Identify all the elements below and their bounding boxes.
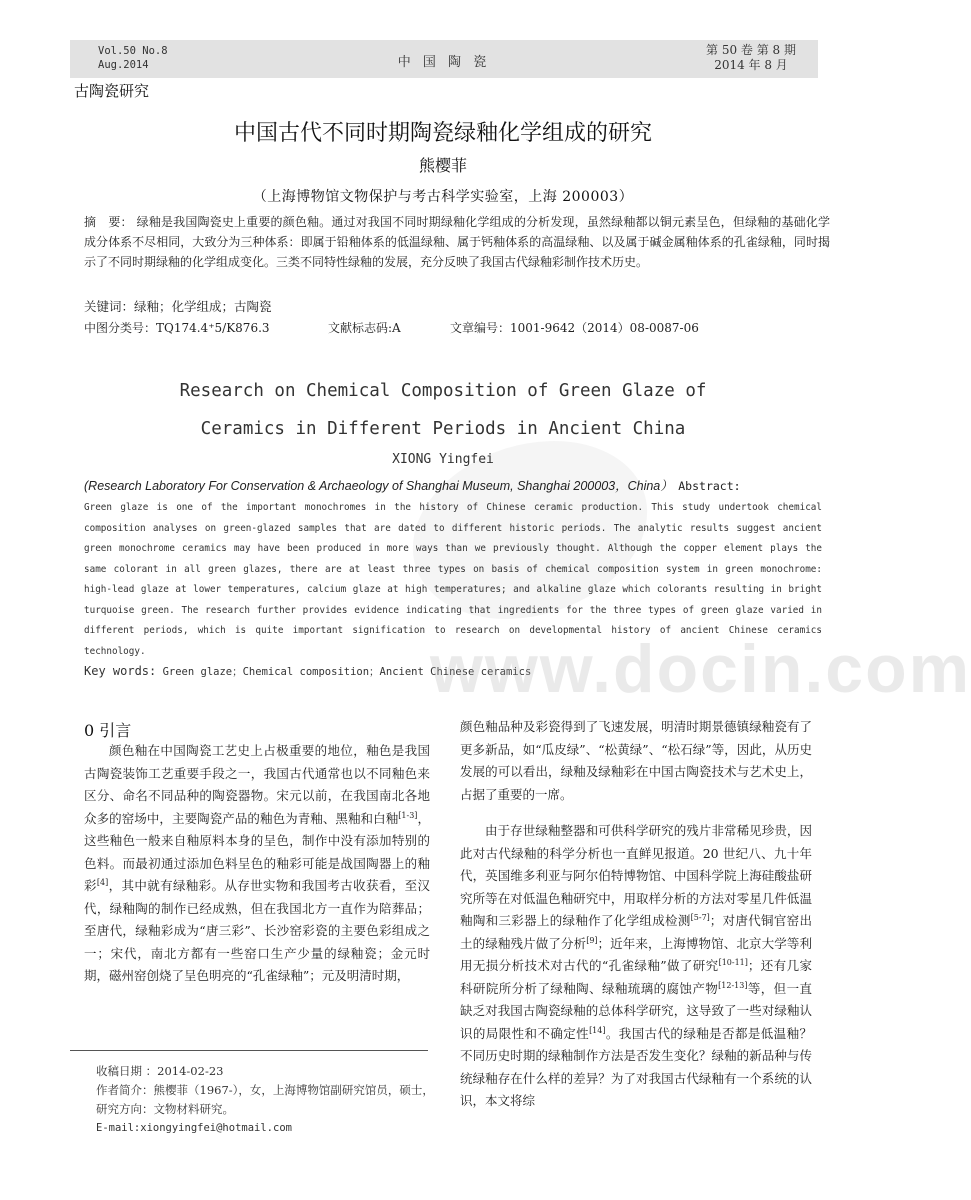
classification-line — [84, 319, 699, 336]
received-date: 收稿日期 ：2014-02-23 — [96, 1064, 224, 1078]
volume-number: Vol.50 No.8 — [98, 45, 168, 57]
body-column-right — [460, 716, 812, 1113]
section-label: 古陶瓷研究 — [74, 82, 150, 100]
paragraph: 由于存世绿釉整器和可供科学研究的残片非常稀见珍贵，因此对古代绿釉的科学分析也一直鲜见报道。20 世纪八、九十年代，英国维多利亚与阿尔伯特博物馆、中国科学院上海硅酸盐研究所等在对低温色釉研究中，用取样分析的方法对零星几件低温釉陶和三彩器上的绿釉作了化学组成检测[5-7]；对唐代铜官窑出土的绿釉残片做了分析[9]；近年来，上海博物馆、北京大学等利用无损分析技术对古代的“孔雀绿釉”做了研究[10-11]；还有几家科研院所分析了绿釉陶、绿釉琉璃的腐蚀产物[12-13]等，但一直缺乏对我国古陶瓷绿釉的总体科学研究，这导致了一些对绿釉认识的局限性和不确定性[14]。我国古代的绿釉是否都是低温釉？不同历史时期的绿釉制作方法是否发生变化？绿釉的新品种与传统绿釉存在什么样的差异？为了对我国古代绿釉有一个系统的认识，本文将综 — [460, 823, 812, 1108]
issue-date-en: Aug.2014 — [98, 59, 149, 71]
author-name-en: XIONG Yingfei — [392, 452, 494, 467]
citation[interactable]: [5-7] — [690, 912, 710, 922]
paragraph: 颜色釉品种及彩瓷得到了飞速发展，明清时期景德镇绿釉瓷有了更多新品，如“瓜皮绿”、“松黄绿”、“松石绿”等，因此，从历史发展的可以看出，绿釉及绿釉彩在中国古陶瓷技术与艺术史上，占据了重要的一席。 — [460, 719, 812, 802]
paper-title-en — [0, 372, 886, 448]
author-bio: 作者简介：熊樱菲（1967-），女，上海博物馆副研究馆员，硕士，研究方向：文物材料研究。 — [96, 1083, 434, 1116]
document-code: 文献标志码:A — [328, 321, 401, 335]
abstract-cn-text: 绿釉是我国陶瓷史上重要的颜色釉。通过对我国不同时期绿釉化学组成的分析发现，虽然绿釉都以铜元素呈色，但绿釉的基础化学成分体系不尽相同，大致分为三种体系：即属于铅釉体系的低温绿釉、属于钙釉体系的高温绿釉、以及属于碱金属釉体系的孔雀绿釉，同时揭示了不同时期绿釉的化学组成变化。三类不同特性绿釉的发展，充分反映了我国古代绿釉彩制作技术历史。 — [84, 215, 830, 269]
citation[interactable]: [1-3] — [398, 810, 418, 820]
citation[interactable]: [4] — [96, 877, 109, 887]
author-name-cn: 熊樱菲 — [418, 156, 467, 175]
issue-date-cn: 2014 年 8 月 — [714, 58, 788, 72]
abstract-cn-label: 摘 要： — [84, 215, 133, 229]
citation[interactable]: [12-13] — [718, 980, 748, 990]
header-volume-cn — [706, 43, 796, 73]
abstract-en-label: Abstract: — [678, 479, 741, 493]
title-en-line-2: Ceramics in Different Periods in Ancient China — [200, 419, 686, 439]
abstract-en: Green glaze is one of the important monochromes in the history of Chinese ceramic production. This study undertook chemical composition analyses on green-glazed samples that are dated to different historic periods. The analytic results suggest ancient green monochrome ceramics may have been produced in more ways than we previously thought. Although the copper element plays the same colorant in all green glazes, there are at least three types on basis of chemical composition system in green monochrome: high-lead glaze at lower temperatures, calcium glaze at high temperatures; and alkaline glaze which colorants resulting in bright turquoise green. The research further provides evidence indicating that ingredients for the three types of green glaze varied in different periods, which is quite important signification to research on developmental history of ancient Chinese ceramics technology. — [84, 502, 822, 657]
abstract-cn — [84, 212, 830, 272]
footnote-divider — [70, 1050, 428, 1051]
clc-number: 中图分类号：TQ174.4⁺5/K876.3 — [84, 321, 270, 335]
author-email[interactable]: E-mail:xiongyingfei@hotmail.com — [96, 1122, 292, 1134]
keywords-en-label: Key words: — [84, 664, 157, 678]
running-header — [70, 40, 818, 78]
affiliation-en-text: (Research Laboratory For Conservation & Archaeology of Shanghai Museum, Shanghai 200003，China） — [84, 479, 673, 493]
keywords-en-text: Green glaze；Chemical composition；Ancient Chinese ceramics — [162, 666, 532, 678]
watermark-text: www.docin.com — [430, 631, 971, 707]
volume-number-cn: 第 50 卷 第 8 期 — [706, 43, 796, 57]
body-column-left — [84, 740, 430, 988]
citation[interactable]: [14] — [589, 1025, 606, 1035]
journal-name: 中 国 陶 瓷 — [397, 55, 491, 70]
section-heading: 0 引言 — [84, 721, 132, 740]
citation[interactable]: [9] — [586, 935, 598, 945]
affiliation-cn: （上海博物馆文物保护与考古科学实验室，上海 200003） — [252, 189, 634, 205]
citation[interactable]: [10-11] — [718, 957, 748, 967]
keywords-cn: 关键词：绿釉；化学组成；古陶瓷 — [84, 299, 272, 314]
paper-title-cn: 中国古代不同时期陶瓷绿釉化学组成的研究 — [233, 121, 652, 146]
article-number: 文章编号：1001-9642（2014）08-0087-06 — [450, 321, 699, 335]
affiliation-en — [84, 476, 844, 494]
title-en-line-1: Research on Chemical Composition of Green Glaze of — [179, 381, 707, 401]
footnote — [84, 1062, 434, 1138]
paragraph: 颜色釉在中国陶瓷工艺史上占极重要的地位，釉色是我国古陶瓷装饰工艺重要手段之一，我国古代通常也以不同釉色来区分、命名不同品种的陶瓷器物。宋元以前，在我国南北各地众多的窑场中，主要陶瓷产品的釉色为青釉、黑釉和白釉[1-3]，这些釉色一般来自釉原料本身的呈色，制作中没有添加特别的色料。而最初通过添加色料呈色的釉彩可能是战国陶器上的釉彩[4]，其中就有绿釉彩。从存世实物和我国考古收获看，至汉代，绿釉陶的制作已经成熟，但在我国北方一直作为陪葬品；至唐代，绿釉彩成为“唐三彩”、长沙窑彩瓷的主要色彩组成之一；宋代，南北方都有一些窑口生产少量的绿釉瓷；金元时期，磁州窑创烧了呈色明亮的“孔雀绿釉”；元及明清时期， — [84, 743, 430, 983]
